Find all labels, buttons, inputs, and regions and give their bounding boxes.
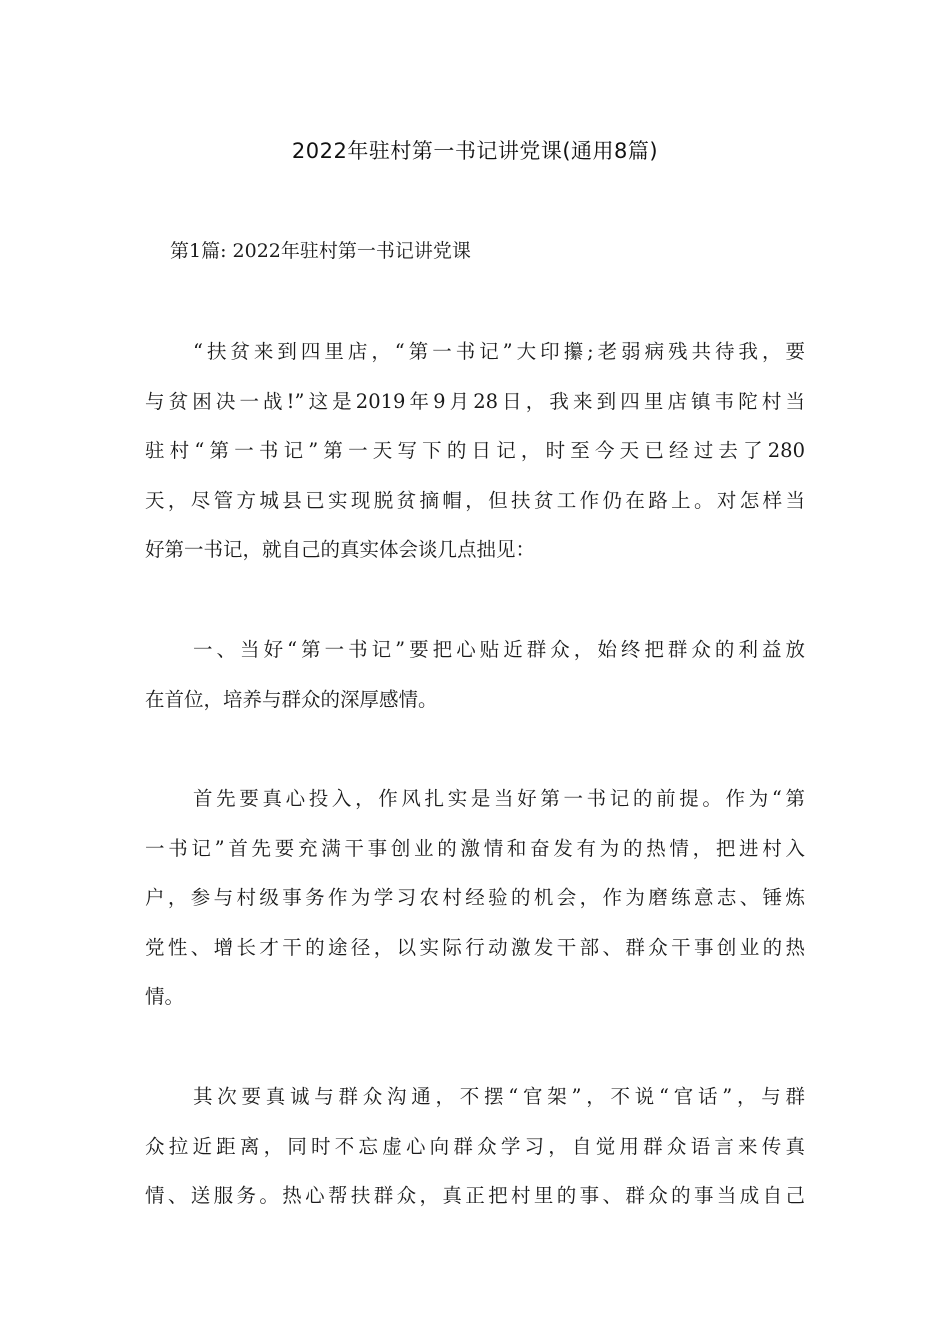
paragraph-line: 户，参与村级事务作为学习农村经验的机会，作为磨练意志、锤炼 [145, 886, 805, 910]
paragraph-line: 情、送服务。热心帮扶群众，真正把村里的事、群众的事当成自己 [145, 1184, 805, 1208]
body-paragraph-3 [145, 774, 805, 1022]
paragraph-line: 众拉近距离，同时不忘虚心向群众学习，自觉用群众语言来传真 [145, 1134, 805, 1158]
paragraph-line: 与贫困决一战!”这是2019年9月28日，我来到四里店镇韦陀村当 [145, 389, 805, 413]
paragraph-line: 党性、增长才干的途径，以实际行动激发干部、群众干事创业的热 [145, 935, 805, 959]
paragraph-line: 首先要真心投入，作风扎实是当好第一书记的前提。作为“第 [193, 787, 805, 810]
section-heading: 第1篇: 2022年驻村第一书记讲党课 [170, 240, 471, 262]
paragraph-line: 好第一书记，就自己的真实体会谈几点拙见： [145, 538, 536, 562]
paragraph-line: 在首位，培养与群众的深厚感情。 [145, 687, 438, 711]
paragraph-line: 情。 [145, 985, 185, 1009]
paragraph-line: 驻村“第一书记”第一天写下的日记，时至今天已经过去了280 [145, 439, 805, 463]
paragraph-line: “扶贫来到四里店，“第一书记”大印攥;老弱病残共待我，要 [193, 340, 805, 363]
paragraph-line: 一书记”首先要充满干事创业的激情和奋发有为的热情，把进村入 [145, 836, 805, 860]
paragraph-line: 其次要真诚与群众沟通，不摆“官架”，不说“官话”，与群 [193, 1085, 805, 1108]
body-paragraph-1 [145, 327, 805, 575]
body-paragraph-2 [145, 625, 805, 724]
paragraph-line: 天，尽管方城县已实现脱贫摘帽，但扶贫工作仍在路上。对怎样当 [145, 488, 805, 512]
document-title: 2022年驻村第一书记讲党课(通用8篇) [291, 139, 659, 163]
body-paragraph-4 [145, 1072, 805, 1221]
paragraph-line: 一、当好“第一书记”要把心贴近群众，始终把群众的利益放 [193, 638, 805, 661]
